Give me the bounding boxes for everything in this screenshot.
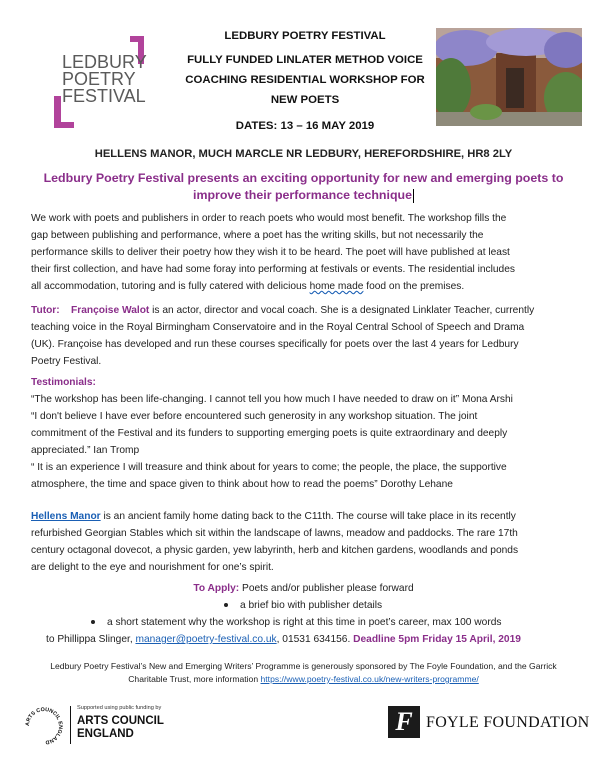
- testimonials-label: Testimonials:: [31, 377, 96, 388]
- tutor-line-2: teaching voice in the Royal Birmingham Conservatoire and in the Royal Central School of Speech and Drama: [31, 322, 525, 333]
- apply-label: To Apply:: [193, 583, 240, 594]
- tutor-line-1: is an actor, director and vocal coach. She is a designated Linklater Teacher, currently: [149, 305, 535, 316]
- arts-council-divider: [70, 706, 71, 744]
- about-home-made: home made: [309, 281, 364, 292]
- logo-line-1: LEDBURY: [62, 52, 147, 72]
- foyle-foundation-logo: [388, 706, 588, 742]
- venue-info-line-3: century octagonal dovecot, a physic garden, yew labyrinth, herb and kitchen gardens, woodlands and ponds: [31, 545, 519, 556]
- sponsor-line-2: Charitable Trust, more information: [128, 674, 261, 684]
- header-block: [150, 26, 460, 136]
- sponsor-line-1: Ledbury Poetry Festival’s New and Emerging Writers’ Programme is generously sponsored by The Foyle Foundation, and the Garrick: [50, 661, 557, 671]
- arts-council-logo: [22, 704, 192, 748]
- bullet-icon: [224, 603, 228, 607]
- venue-info-line-1: is an ancient family home dating back to the C11th. The course will take place in its recently: [100, 511, 516, 522]
- tutor-line-4: Poetry Festival.: [31, 356, 102, 367]
- logo-line-2: POETRY: [62, 69, 136, 89]
- arts-council-name-1: ARTS COUNCIL: [77, 715, 164, 727]
- festival-logo: [52, 34, 152, 129]
- about-line-5c: food on the premises.: [363, 281, 465, 292]
- sponsor-url-link[interactable]: https://www.poetry-festival.co.uk/new-writers-programme/: [260, 674, 479, 684]
- testimonial-3-line-2: atmosphere, the time and space given to think about how to read the poems” Dorothy Lehane: [31, 479, 453, 490]
- apply-to-text: to Phillippa Slinger,: [46, 634, 136, 645]
- intro-heading-line-1: Ledbury Poetry Festival presents an exciting opportunity for new and emerging poets to: [43, 171, 564, 185]
- testimonial-3-line-1: “ It is an experience I will treasure and think about for years to come; the people, the place, the supportive: [31, 462, 507, 473]
- tutor-paragraph: [31, 302, 579, 370]
- testimonial-2-line-1: “I don't believe I have ever before encountered such generosity in any workshop situation. The joint: [31, 411, 478, 422]
- about-line-1: We work with poets and publishers in order to reach poets who would most benefit. The workshop fills the: [31, 213, 507, 224]
- tutor-label: Tutor:: [31, 305, 60, 316]
- tutor-line-3: (UK). Françoise has developed and run these courses specifically for poets over the last 4 years for Ledbury: [31, 339, 519, 350]
- logo-line-3: FESTIVAL: [62, 86, 146, 106]
- testimonial-1: “The workshop has been life-changing. I cannot tell you how much I have needed to draw on it” Mona Arshi: [31, 394, 513, 405]
- apply-bullet-1-text: a brief bio with publisher details: [240, 600, 383, 611]
- apply-text: Poets and/or publisher please forward: [239, 583, 414, 594]
- svg-text:ARTS COUNCIL ENGLAND: [25, 707, 63, 745]
- foyle-f-icon: F: [388, 706, 420, 738]
- text-cursor: [413, 189, 414, 203]
- about-line-2: gap between publishing and performance, where a poet has the writing skills, but not necessarily the: [31, 230, 484, 241]
- arts-council-ring-text: ARTS COUNCIL ENGLAND: [24, 706, 64, 745]
- sponsor-note: [10, 660, 597, 686]
- apply-bullet-2: [91, 614, 501, 631]
- arts-council-tagline: Supported using public funding by: [77, 705, 162, 711]
- wisteria-house-image: [436, 28, 582, 126]
- header-line-2: FULLY FUNDED LINLATER METHOD VOICE: [187, 54, 423, 66]
- apply-email-link[interactable]: manager@poetry-festival.co.uk: [135, 634, 277, 645]
- venue-info-line-4: are delight to the eye and nourishment for one’s spirit.: [31, 562, 274, 573]
- arts-council-name-2: ENGLAND: [77, 728, 134, 740]
- testimonial-2-line-2: commitment of the Festival and its funders to supporting emerging poets is quite extraordinary and deeply: [31, 428, 508, 439]
- intro-heading-line-2: improve their performance technique: [193, 188, 412, 202]
- apply-line: [0, 580, 607, 597]
- hellens-manor-link[interactable]: Hellens Manor: [31, 511, 101, 522]
- foyle-name: FOYLE FOUNDATION: [426, 714, 590, 731]
- testimonials-section: [31, 374, 579, 493]
- testimonial-2-line-3: appreciated.” Ian Tromp: [31, 445, 140, 456]
- about-line-5a: all accommodation, tutoring and is fully catered with delicious: [31, 281, 310, 292]
- arts-council-ring-icon: [22, 704, 66, 748]
- manor-photo: [436, 28, 582, 126]
- apply-bullet-1: [224, 597, 382, 614]
- venue-info-line-2: refurbished Georgian Stables which sit within the landscape of lawns, meadow and paddocks. The rare 17th: [31, 528, 518, 539]
- header-line-1: LEDBURY POETRY FESTIVAL: [224, 30, 386, 42]
- header-line-3: COACHING RESIDENTIAL WORKSHOP FOR: [185, 74, 425, 86]
- apply-contact: [46, 631, 521, 648]
- about-line-4: their first collection, and have had some foray into performing at festivals or events. The residential includes: [31, 264, 515, 275]
- tutor-name: Françoise Walot: [71, 305, 150, 316]
- apply-phone: , 01531 634156.: [276, 634, 354, 645]
- venue-line: HELLENS MANOR, MUCH MARCLE NR LEDBURY, HEREFORDSHIRE, HR8 2LY: [94, 148, 513, 160]
- header-dates: DATES: 13 – 16 MAY 2019: [235, 120, 375, 132]
- apply-deadline: Deadline 5pm Friday 15 April, 2019: [353, 634, 521, 645]
- intro-heading: [20, 170, 587, 204]
- apply-bullet-2-text: a short statement why the workshop is right at this time in poet’s career, max 100 words: [107, 617, 502, 628]
- bullet-icon: [91, 620, 95, 624]
- about-line-3: performance skills to deliver their poetry how they wish it to be heard. The poet will have published at least: [31, 247, 510, 258]
- header-line-4: NEW POETS: [270, 94, 340, 106]
- about-paragraph: [31, 210, 579, 295]
- venue-info-paragraph: [31, 508, 579, 576]
